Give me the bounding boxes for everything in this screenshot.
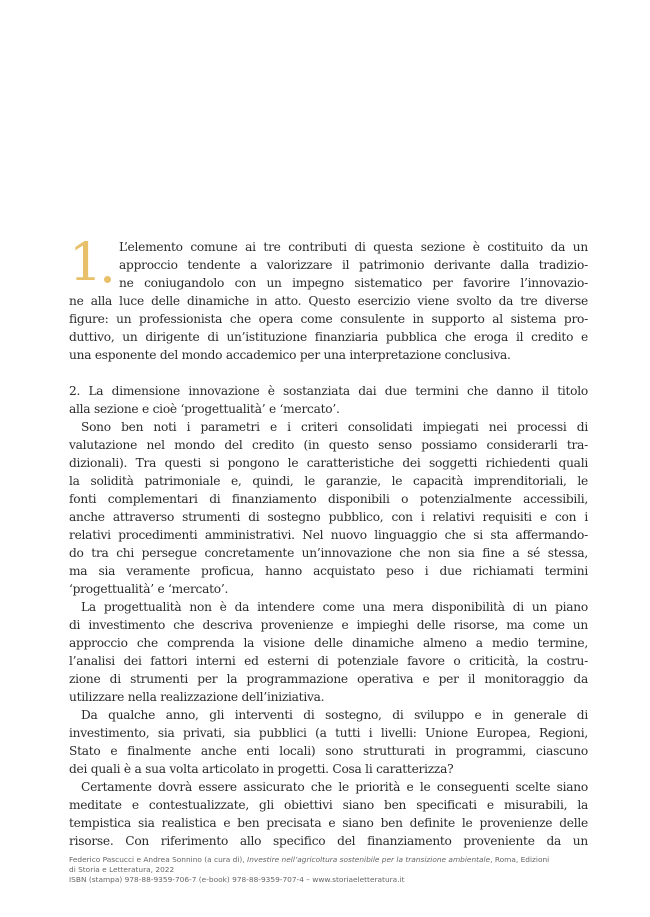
text-line: di investimento che descriva provenienze e impieghi delle risorse, ma come un — [69, 618, 588, 632]
text-line: tempistica sia realistica e ben precisata e siano ben definite le provenienze delle — [69, 816, 588, 830]
text-line: Certamente dovrà essere assicurato che le priorità e le conseguenti scelte siano — [81, 780, 588, 794]
footer-line: di Storia e Letteratura, 2022 — [69, 865, 175, 874]
text-line: una esponente del mondo accademico per una interpretazione conclusiva. — [69, 348, 511, 362]
section-number-dropcap: 1 — [69, 233, 102, 293]
text-line: ‘progettualità’ e ‘mercato’. — [69, 582, 229, 596]
text-line: relativi procedimenti amministrativi. Nel nuovo linguaggio che si sta affermando- — [69, 528, 588, 542]
paragraph — [69, 706, 588, 778]
paragraph — [69, 382, 588, 418]
footer-line — [69, 855, 589, 865]
footer-publisher: , Roma, Edizioni — [490, 855, 550, 864]
footer-book-title: Investire nell’agricoltura sostenibile per la transizione ambientale — [247, 855, 491, 864]
text-line: alla sezione e cioè ‘progettualità’ e ‘mercato’. — [69, 402, 340, 416]
section-gap — [69, 364, 588, 382]
footer-isbn-line: ISBN (stampa) 978-88-9359-706-7 (e-book) 978-88-9359-707-4 – www.storiaeletteratura.it — [69, 875, 405, 884]
text-line: l’analisi dei fattori interni ed esterni di potenziale favore o criticità, la costru- — [69, 654, 588, 668]
text-line: ne coniugandolo con un impegno sistematico per favorire l’innovazio- — [119, 276, 588, 290]
text-line: L’elemento comune ai tre contributi di questa sezione è costituito da un — [119, 240, 588, 254]
bibliographic-footer — [69, 855, 589, 885]
main-text — [69, 233, 588, 850]
paragraph — [69, 778, 588, 850]
dropcap-dot — [104, 276, 111, 283]
text-line: La progettualità non è da intendere come una mera disponibilità di un piano — [81, 600, 588, 614]
text-line: la solidità patrimoniale e, quindi, le garanzie, le capacità imprenditoriali, le — [69, 474, 588, 488]
text-line: approccio che comprenda la visione delle dinamiche almeno a medio termine, — [69, 636, 588, 650]
text-line: risorse. Con riferimento allo specifico del finanziamento proveniente da un — [69, 834, 588, 848]
text-line: 2. La dimensione innovazione è sostanziata dai due termini che danno il titolo — [69, 384, 588, 398]
section-2 — [69, 382, 588, 850]
section-1-indented-lines — [69, 233, 588, 293]
paragraph — [69, 418, 588, 598]
footer-editors: Federico Pascucci e Andrea Sonnino (a cura di), — [69, 855, 248, 864]
text-line: duttivo, un dirigente di un’istituzione finanziaria pubblica che eroga il credito e — [69, 330, 588, 344]
text-line: ne alla luce delle dinamiche in atto. Questo esercizio viene svolto da tre diverse — [69, 294, 588, 308]
text-line: utilizzare nella realizzazione dell’iniziativa. — [69, 690, 325, 704]
text-line: meditate e contestualizzate, gli obiettivi siano ben specificati e misurabili, la — [69, 798, 588, 812]
text-line: ma sia veramente proficua, hanno acquistato peso i due richiamati termini — [69, 564, 588, 578]
text-line: investimento, sia privati, sia pubblici (a tutti i livelli: Unione Europea, Regioni, — [69, 726, 588, 740]
text-line: dei quali è a sua volta articolato in progetti. Cosa li caratterizza? — [69, 762, 454, 776]
text-line: fonti complementari di finanziamento disponibili o potenzialmente accessibili, — [69, 492, 588, 506]
paragraph — [69, 598, 588, 706]
text-line: valutazione nel mondo del credito (in questo senso possiamo considerarli tra- — [69, 438, 588, 452]
section-1 — [69, 233, 588, 364]
text-line: anche attraverso strumenti di sostegno pubblico, con i relativi requisiti e con i — [69, 510, 588, 524]
text-line: approccio tendente a valorizzare il patrimonio derivante dalla tradizio- — [119, 258, 588, 272]
text-line: Sono ben noti i parametri e i criteri consolidati impiegati nei processi di — [81, 420, 588, 434]
text-line: Stato e finalmente anche enti locali) sono strutturati in programmi, ciascuno — [69, 744, 588, 758]
text-line: dizionali). Tra questi si pongono le caratteristiche dei soggetti richiedenti quali — [69, 456, 588, 470]
text-line: do tra chi persegue concretamente un’innovazione che non sia fine a sé stessa, — [69, 546, 588, 560]
text-line: zione di strumenti per la programmazione operativa e per il monitoraggio da — [69, 672, 588, 686]
text-line: figure: un professionista che opera come consulente in supporto al sistema pro- — [69, 312, 588, 326]
text-line: Da qualche anno, gli interventi di sostegno, di sviluppo e in generale di — [81, 708, 588, 722]
